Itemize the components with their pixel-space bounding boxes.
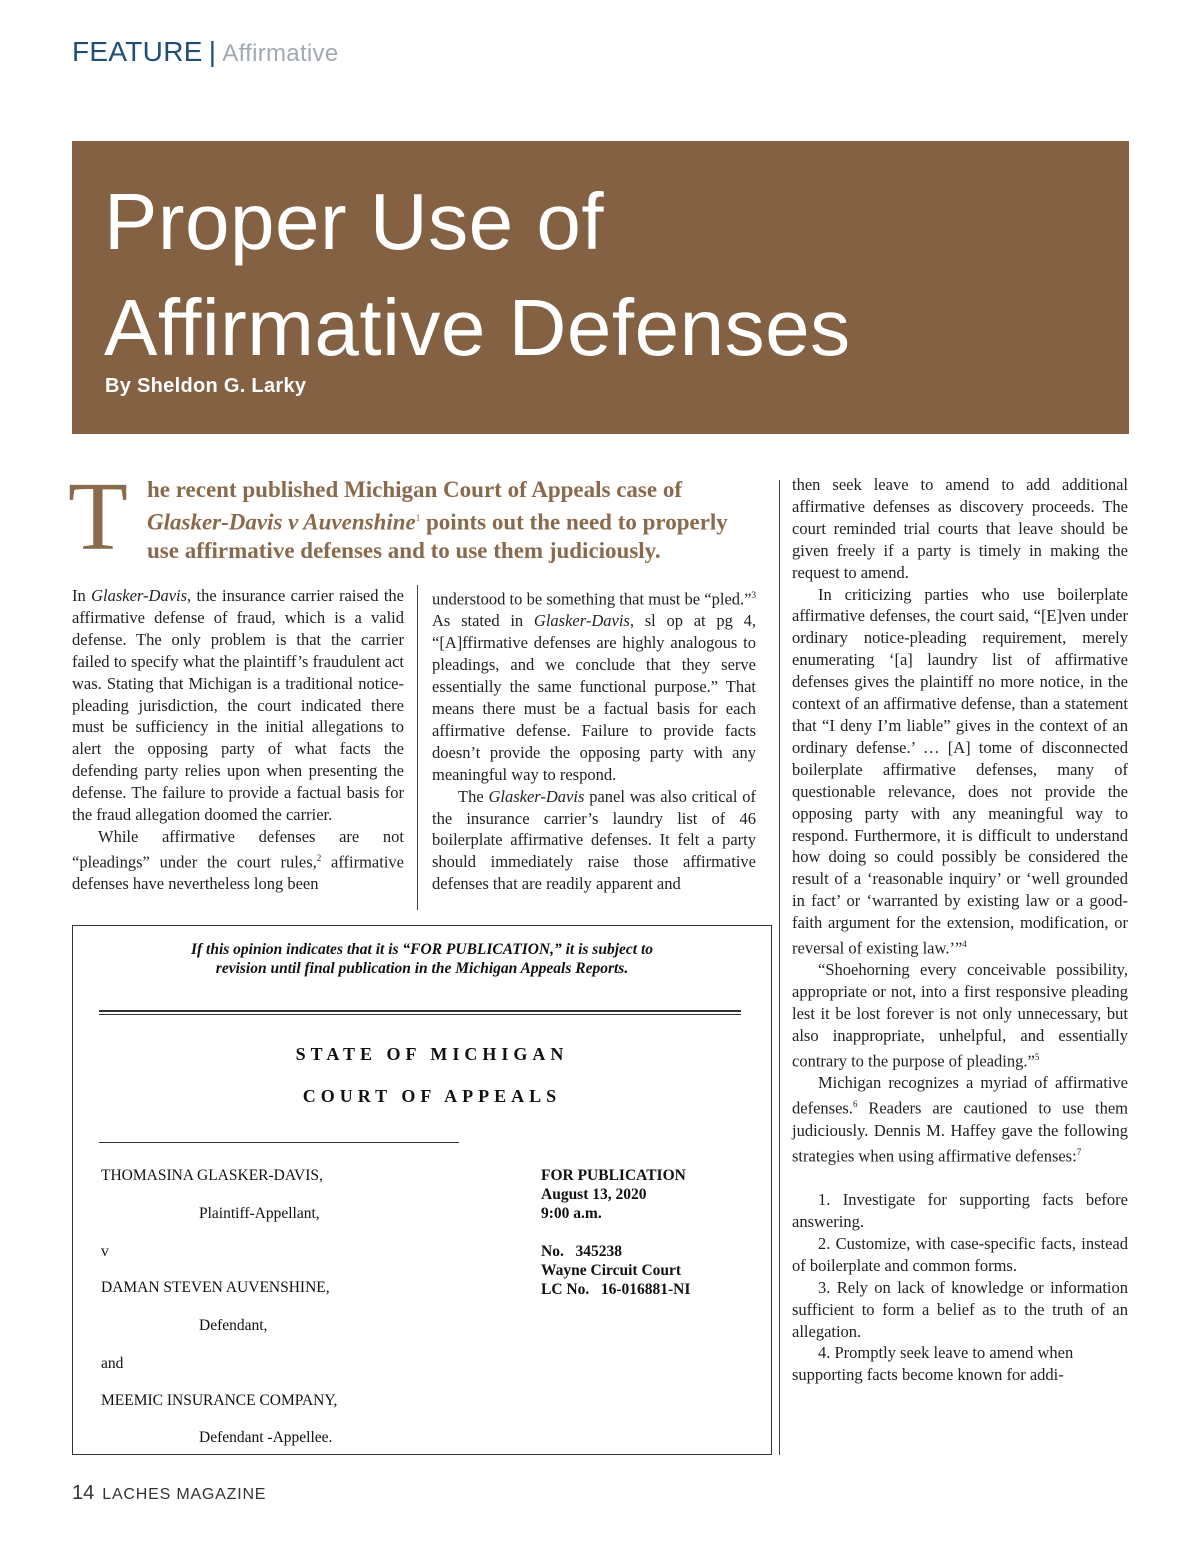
footnote-ref: 4 bbox=[962, 939, 967, 950]
paragraph bbox=[432, 585, 756, 786]
section-feature: FEATURE bbox=[72, 36, 203, 67]
defendant-2-role: Defendant -Appellee. bbox=[199, 1429, 333, 1446]
state-heading: STATE OF MICHIGAN bbox=[295, 1044, 569, 1064]
text-run: panel was also critical of the insurance carrier’s laundry list of 46 boilerplate affirmative defenses. It felt a party should immediately raise those affirmative defenses that are readily apparent and bbox=[432, 786, 756, 894]
column-divider bbox=[779, 480, 780, 1455]
text-run: As stated in bbox=[432, 611, 534, 631]
deck-text-2: points out the need to properly use affirmative defenses and to use them judiciously. bbox=[147, 509, 728, 563]
deck-case-name: Glasker-Davis v Auvenshine bbox=[147, 509, 416, 535]
footnote-ref: 7 bbox=[1076, 1146, 1082, 1157]
byline: By Sheldon G. Larky bbox=[105, 375, 307, 397]
case-name: Glasker-Davis bbox=[533, 611, 630, 631]
publication-status: FOR PUBLICATION bbox=[541, 1167, 686, 1184]
court-opinion-image bbox=[72, 925, 772, 1455]
defendant-2-name: MEEMIC INSURANCE COMPANY, bbox=[101, 1392, 338, 1409]
text-run: Michigan recognizes a myriad of affirmative defenses. bbox=[792, 1073, 1128, 1118]
strategy-item: 3. Rely on lack of knowledge or information sufficient to form a belief as to the truth of an allegation. bbox=[792, 1277, 1128, 1341]
text-run: “Shoehorning every conceivable possibility, appropriate or not, into a first responsive pleading lest it be lost forever is not only unnecessary, but also inappropriate, unhelpful, and essentially contrary to the purpose of pleading.” bbox=[792, 960, 1128, 1071]
strategy-item: 2. Customize, with case-specific facts, instead of boilerplate and common forms. bbox=[792, 1233, 1128, 1275]
case-name: Glasker-Davis bbox=[488, 786, 585, 806]
docket-number: No. 345238 bbox=[541, 1243, 622, 1260]
versus: v bbox=[101, 1243, 109, 1260]
publication-notice bbox=[73, 940, 771, 978]
section-name: Affirmative bbox=[222, 40, 339, 67]
text-run: understood to be something that must be “pled.” bbox=[432, 589, 752, 609]
lc-number: LC No. 16-016881-NI bbox=[541, 1281, 691, 1298]
and-label: and bbox=[101, 1355, 124, 1372]
notice-line-2: revision until final publication in the Michigan Appeals Reports. bbox=[215, 960, 629, 977]
page-footer bbox=[72, 1482, 266, 1505]
case-name: Glasker-Davis bbox=[91, 586, 188, 605]
text-run: In criticizing parties who use boilerplate affirmative defenses, the court said, “[E]ven under ordinary notice-pleading requirement, merely enumerating ‘[a] laundry list of affirmative defenses gives the plaintiff no more notice, in the context of an affirmative defense, than a statement that “I deny I’m liable” gives in the context of an ordinary defense.’ … [A] tome of disconnected boilerplate affirmative defenses, many of questionable relevance, does not provide the opposing party with any meaningful way to respond. Furthermore, it is difficult to understand how doing so could possibly be considered the result of a ‘reasonable inquiry’ or ‘well grounded in fact’ or ‘warranted by existing law or a good-faith argument for the extension, modification, or reversal of existing law.’” bbox=[792, 584, 1128, 958]
paragraph bbox=[792, 584, 1128, 960]
strategy-item: 4. Promptly seek leave to amend when supporting facts become known for addi- bbox=[792, 1343, 1074, 1385]
caption-rule bbox=[99, 1142, 459, 1143]
title-banner bbox=[72, 141, 1129, 434]
plaintiff-role: Plaintiff-Appellant, bbox=[199, 1205, 320, 1222]
notice-line-1: If this opinion indicates that it is “FOR PUBLICATION,” it is subject to bbox=[190, 941, 654, 958]
footnote-ref: 6 bbox=[852, 1099, 858, 1110]
deck-footnote: 1 bbox=[415, 513, 421, 523]
page-number: 14 bbox=[72, 1482, 95, 1504]
paragraph bbox=[792, 959, 1128, 1072]
title-line-2: Affirmative Defenses bbox=[104, 283, 851, 372]
body-column-2 bbox=[432, 585, 756, 895]
text-run: In bbox=[72, 586, 92, 605]
opinion-date: August 13, 2020 bbox=[541, 1186, 647, 1203]
section-separator: | bbox=[208, 36, 217, 67]
body-column-1 bbox=[72, 585, 404, 895]
defendant-1-role: Defendant, bbox=[199, 1317, 268, 1334]
text-run: While affirmative defenses are not “pleadings” under the court rules, bbox=[72, 826, 404, 872]
footnote-ref: 5 bbox=[1034, 1052, 1040, 1063]
column-divider bbox=[417, 585, 418, 910]
circuit-court: Wayne Circuit Court bbox=[541, 1262, 682, 1279]
title-line-1: Proper Use of bbox=[104, 177, 605, 266]
section-label bbox=[72, 36, 339, 68]
paragraph bbox=[792, 1072, 1128, 1167]
opinion-time: 9:00 a.m. bbox=[541, 1205, 602, 1222]
body-column-3 bbox=[792, 474, 1128, 1386]
paragraph bbox=[72, 826, 404, 895]
article-deck bbox=[147, 476, 762, 565]
strategy-item: 1. Investigate for supporting facts before answering. bbox=[792, 1190, 1128, 1231]
spacer bbox=[792, 1167, 1128, 1189]
court-heading: COURT OF APPEALS bbox=[302, 1086, 562, 1106]
text-run: Readers are cautioned to use them judiciously. Dennis M. Haffey gave the following strategies when using affirmative defenses: bbox=[792, 1098, 1128, 1166]
paragraph: then seek leave to amend to add additional affirmative defenses as discovery proceeds. The court reminded trial courts that leave should be given freely if a party is timely in making the request to amend. bbox=[792, 475, 1128, 582]
text-run: affirmative defenses have nevertheless long been bbox=[72, 852, 404, 894]
text-run: The bbox=[458, 786, 489, 806]
defendant-1-name: DAMAN STEVEN AUVENSHINE, bbox=[101, 1279, 330, 1296]
text-run: , the insurance carrier raised the affirmative defense of fraud, which is a valid defense. The only problem is that the carrier failed to specify what the plaintiff’s fraudulent act was. Stating that Michigan is a traditional notice-pleading jurisdiction, the court indicated there must be sufficiency in the initial allegations to alert the opposing party of what facts the defending party relies upon when presenting the defense. The failure to provide a factual basis for the fraud allegation doomed the carrier. bbox=[72, 586, 404, 825]
footnote-ref: 3 bbox=[751, 590, 756, 600]
double-rule bbox=[99, 1010, 741, 1015]
article-title bbox=[104, 169, 851, 381]
deck-text-1: he recent published Michigan Court of Appeals case of bbox=[147, 477, 682, 502]
drop-cap: T bbox=[68, 463, 128, 571]
footnote-ref: 2 bbox=[316, 852, 322, 863]
plaintiff-name: THOMASINA GLASKER-DAVIS, bbox=[101, 1167, 323, 1184]
paragraph bbox=[432, 786, 756, 896]
paragraph bbox=[72, 585, 404, 826]
text-run: , sl op at pg 4, “[A]ffirmative defenses are highly analogous to pleadings, and we conclude that they serve essentially the same functional purpose.” That means there must be a factual basis for each affirmative defense. Failure to provide facts doesn’t provide the opposing party with any meaningful way to respond. bbox=[432, 611, 756, 784]
magazine-name: LACHES MAGAZINE bbox=[102, 1486, 267, 1503]
